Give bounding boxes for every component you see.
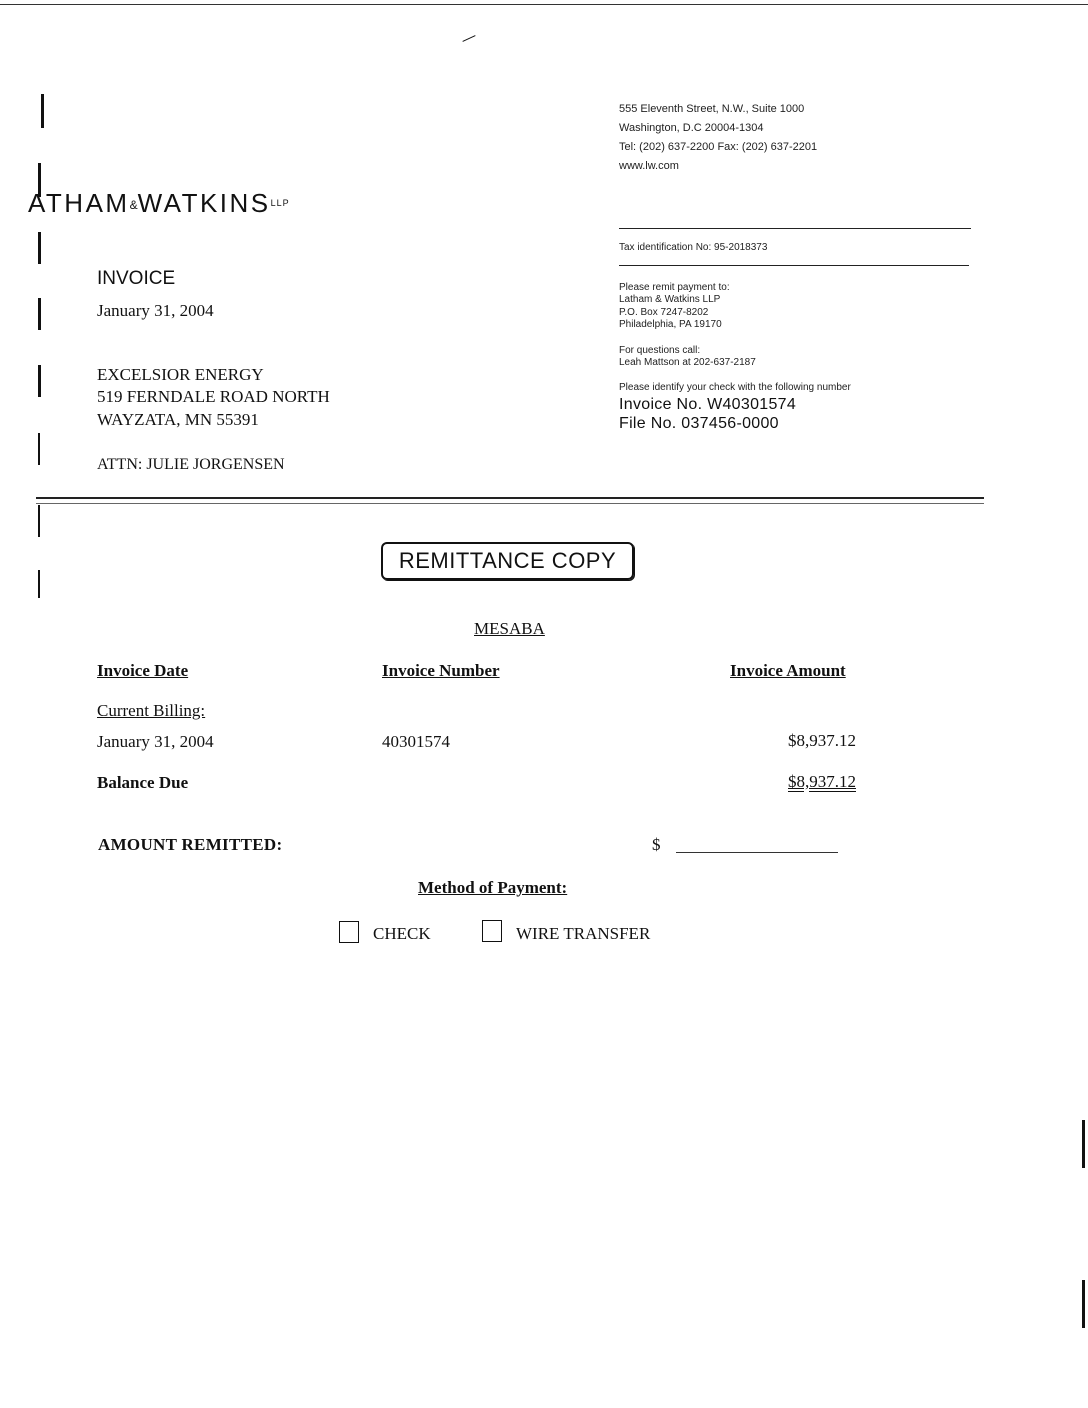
logo-suffix: LLP: [270, 198, 290, 208]
balance-due-label: Balance Due: [97, 773, 189, 792]
header-invoice-number: Invoice Number: [382, 661, 500, 680]
margin-mark: [1082, 1280, 1085, 1328]
remittance-copy-banner: [381, 542, 634, 580]
identify-instructions: Please identify your check with the following number: [619, 382, 851, 393]
tax-id: Tax identification No: 95-2018373: [619, 242, 768, 253]
row-invoice-date: January 31, 2004: [97, 732, 214, 751]
logo-ampersand: &: [129, 198, 138, 213]
method-of-payment-label: Method of Payment:: [418, 878, 568, 897]
dollar-sign: $: [652, 835, 661, 854]
check-option-label: CHECK: [373, 924, 431, 943]
client-city: WAYZATA, MN 55391: [97, 410, 259, 429]
remit-city: Philadelphia, PA 19170: [619, 319, 722, 330]
questions-intro: For questions call:: [619, 345, 701, 356]
client-attention: ATTN: JULIE JORGENSEN: [97, 456, 285, 473]
row-invoice-amount: $8,937.12: [788, 731, 856, 750]
project-name: MESABA: [474, 619, 545, 638]
current-billing-label: Current Billing:: [97, 701, 206, 720]
margin-mark: [1082, 1120, 1085, 1168]
remit-name: Latham & Watkins LLP: [619, 294, 721, 305]
section-divider: [36, 497, 984, 499]
firm-website: www.lw.com: [619, 160, 679, 172]
margin-mark: [38, 433, 40, 465]
header-invoice-date: Invoice Date: [97, 661, 189, 680]
file-number-reference: File No. 037456-0000: [619, 415, 779, 432]
invoice-number-reference: Invoice No. W40301574: [619, 396, 797, 413]
margin-mark: [38, 570, 40, 598]
check-checkbox[interactable]: [339, 921, 359, 943]
balance-due-amount: $8,937.12: [788, 772, 856, 791]
firm-address-line1: 555 Eleventh Street, N.W., Suite 1000: [619, 103, 805, 115]
amount-remitted-field[interactable]: [676, 852, 838, 853]
logo-text-second: WATKINS: [137, 188, 271, 218]
invoice-date: January 31, 2004: [97, 301, 214, 320]
margin-mark: [38, 232, 41, 264]
wire-transfer-option-label: WIRE TRANSFER: [516, 924, 651, 943]
remit-intro: Please remit payment to:: [619, 282, 730, 293]
row-invoice-number: 40301574: [382, 732, 450, 751]
remit-po-box: P.O. Box 7247-8202: [619, 307, 709, 318]
client-name: EXCELSIOR ENERGY: [97, 365, 264, 384]
margin-mark: [38, 298, 41, 330]
stray-mark: [462, 35, 475, 42]
amount-remitted-label: AMOUNT REMITTED:: [98, 835, 283, 854]
margin-mark: [41, 94, 44, 128]
divider: [619, 265, 969, 266]
questions-contact: Leah Mattson at 202-637-2187: [619, 357, 756, 368]
firm-phone-line: Tel: (202) 637-2200 Fax: (202) 637-2201: [619, 141, 818, 153]
margin-mark: [38, 505, 40, 537]
logo-text: ATHAM: [28, 188, 130, 218]
remittance-copy-label: REMITTANCE COPY: [398, 548, 617, 573]
scan-top-edge: [0, 4, 1088, 5]
wire-transfer-checkbox[interactable]: [482, 920, 502, 942]
firm-logo: [28, 188, 290, 219]
invoice-title: INVOICE: [97, 268, 176, 289]
divider: [619, 228, 971, 229]
margin-mark: [38, 365, 41, 397]
header-invoice-amount: Invoice Amount: [730, 661, 846, 680]
section-divider-thin: [36, 503, 984, 504]
client-street: 519 FERNDALE ROAD NORTH: [97, 387, 330, 406]
firm-address-line2: Washington, D.C 20004-1304: [619, 122, 764, 134]
